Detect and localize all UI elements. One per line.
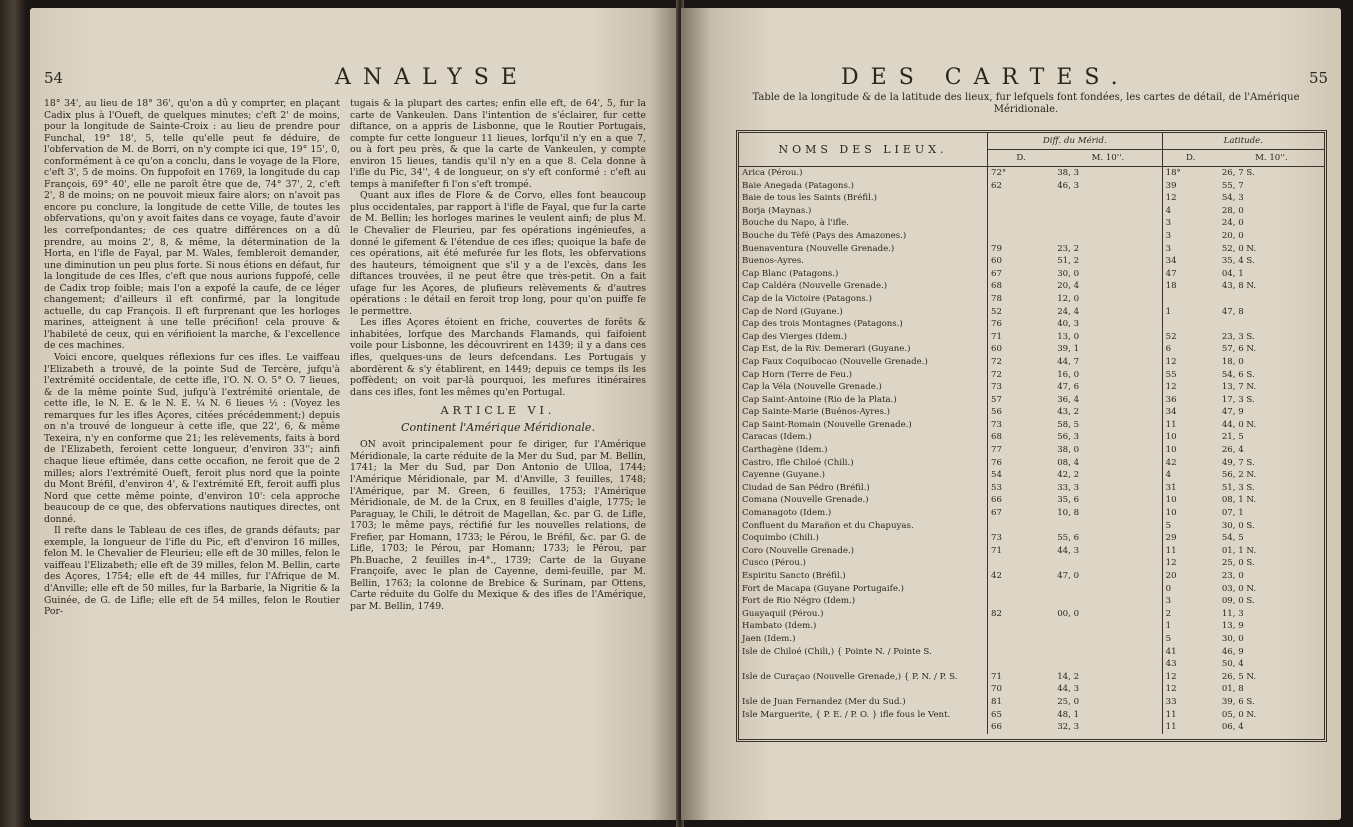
place-name: Cap la Véla (Nouvelle Grenade.): [742, 382, 882, 393]
header-minutes: M. 10''.: [1054, 150, 1162, 167]
diff-minutes: [1054, 583, 1162, 596]
lat-degrees: 6: [1162, 343, 1219, 356]
lat-minutes: 04, 1: [1221, 268, 1244, 279]
lat-degrees: 11: [1162, 419, 1219, 432]
table-row: [739, 394, 1324, 407]
diff-degrees: [988, 230, 1055, 243]
header-latitude: Latitude.: [1162, 133, 1324, 150]
diff-degrees: 56: [988, 406, 1055, 419]
lat-degrees: 4: [1162, 469, 1219, 482]
diff-degrees: 77: [988, 444, 1055, 457]
table-body: [739, 167, 1324, 734]
place-name: Bouche du Tèfé (Pays des Amazones.): [742, 230, 907, 241]
place-name: Guayaquil (Pérou.): [742, 608, 824, 619]
header-minutes: M. 10''.: [1219, 150, 1324, 167]
diff-minutes: 14, 2: [1057, 671, 1080, 682]
table-row: [739, 620, 1324, 633]
place-name: Isle Marguerite, { P. E. / P. O. } ifle fous le Vent.: [742, 709, 951, 720]
lat-degrees: [1162, 293, 1219, 306]
place-name: Hambato (Idem.): [742, 621, 817, 632]
place-name: Ciudad de San Pédro (Bréfil.): [742, 482, 870, 493]
place-name: Carthagène (Idem.): [742, 445, 828, 456]
diff-minutes: 35, 6: [1057, 495, 1080, 506]
diff-degrees: [988, 646, 1055, 659]
header-degrees: D.: [988, 150, 1055, 167]
diff-degrees: 65: [988, 709, 1055, 722]
lat-minutes: 21, 5: [1221, 432, 1244, 443]
place-name: Caracas (Idem.): [742, 432, 812, 443]
place-name: Castro, Ifle Chiloé (Chili.): [742, 457, 854, 468]
table-row: [739, 520, 1324, 533]
table-row: [739, 381, 1324, 394]
lat-minutes: 47, 8: [1221, 306, 1244, 317]
table-row: [739, 180, 1324, 193]
diff-minutes: 24, 4: [1057, 306, 1080, 317]
diff-degrees: 71: [988, 671, 1055, 684]
paragraph: Voici encore, quelques réflexions fur ces ifles. Le vaiffeau l'Elizabeth a trouvé, de la pointe Sud de Tercère, jufqu'à l'extrémité occidentale, de cette ifle, l'O. N. O. 5° O. 7 lieues, & de la même pointe Sud, jufqu'à l'extrémité orientale, de cette ifle, le N. E. & le N. E. ¼ N. 6 lieues ½ : (Voyez les remarques fur les ifles Açores, citées précédemment;) depuis on n'a trouvé de longueur à cette ifle, que 22', 6, & même Texeira, n'y en conforme que 21; les relèvements, faits à bord de l'Elizabeth, feroient cette longueur, d'environ 33''; ainfi chaque lieue eftimée, dans cette occafion, ne feroit que de 2 milles; alors l'extrémité Oueft, feroit plus nord que la pointe du Mont Bréfil, d'environ 4', & l'extrémité Eft, feroit auffi plus Nord que cette même pointe, d'environ 10': cela approche beaucoup de ce que, des obfervations nautiques directes, ont donné.: [44, 352, 340, 525]
diff-minutes: 43, 2: [1057, 407, 1080, 418]
lat-minutes: 23, 0: [1221, 571, 1244, 581]
table-row: [739, 658, 1324, 671]
page-number-left: 54: [44, 69, 64, 87]
place-name: Comanagoto (Idem.): [742, 508, 832, 519]
place-name: Isle de Chiloé (Chili,) { Pointe N. / Pointe S.: [742, 646, 932, 657]
lat-degrees: 3: [1162, 243, 1219, 256]
place-name: Isle de Juan Fernandez (Mer du Sud.): [742, 696, 906, 707]
lat-minutes: 43, 8 N.: [1221, 281, 1257, 292]
diff-minutes: 47, 6: [1057, 382, 1080, 393]
lat-degrees: 12: [1162, 381, 1219, 394]
diff-minutes: [1054, 217, 1162, 230]
lat-minutes: 26, 7 S.: [1221, 168, 1255, 178]
table-row: [739, 494, 1324, 507]
diff-degrees: 60: [988, 343, 1055, 356]
diff-minutes: [1054, 633, 1162, 646]
diff-minutes: 38, 3: [1057, 168, 1080, 178]
diff-degrees: 70: [988, 683, 1055, 696]
diff-degrees: [988, 595, 1055, 608]
table-row: [739, 646, 1324, 659]
lat-minutes: [1219, 293, 1324, 306]
lat-degrees: 2: [1162, 608, 1219, 621]
left-page: [30, 8, 678, 820]
table-row: [739, 356, 1324, 369]
lat-degrees: [1162, 318, 1219, 331]
table-row: [739, 230, 1324, 243]
lat-degrees: 5: [1162, 520, 1219, 533]
table-row: [739, 683, 1324, 696]
diff-minutes: 08, 4: [1057, 457, 1080, 468]
diff-degrees: 68: [988, 431, 1055, 444]
lat-minutes: 47, 9: [1221, 407, 1244, 418]
lat-minutes: 56, 2 N.: [1221, 470, 1257, 481]
diff-minutes: 12, 0: [1057, 293, 1080, 304]
diff-degrees: 73: [988, 381, 1055, 394]
diff-minutes: [1054, 557, 1162, 570]
page-number-right: 55: [1309, 69, 1329, 87]
diff-degrees: 68: [988, 280, 1055, 293]
diff-minutes: 38, 0: [1057, 445, 1080, 456]
place-name: Jaen (Idem.): [742, 633, 796, 644]
place-name: Comana (Nouvelle Grenade.): [742, 495, 869, 506]
table-row: [739, 482, 1324, 495]
lat-degrees: 29: [1162, 532, 1219, 545]
paragraph: tugais & la plupart des cartes; enfin elle eft, de 64', 5, fur la carte de Vankeulen. Dans l'intention de s'éclairer, fur cette diftance, on a appris de Lisbonne, que le Routier Portugais, compte fur cette longueur 11 lieues, lorfqu'il n'y en a que 7, ou à fort peu près, & que la carte de Vankeulen, y compte environ 15 lieues, tandis qu'il n'y en a que 8. Cela donne à l'ifle du Pic, 34'', 4 de longueur, on s'y eft conformé : c'eft au temps à manifefter fi l'on s'eft trompé.: [350, 98, 646, 190]
place-name: Cap de la Victoire (Patagons.): [742, 293, 872, 304]
lat-minutes: 52, 0 N.: [1221, 243, 1257, 254]
left-column-2: [350, 98, 646, 613]
diff-degrees: 62: [988, 180, 1055, 193]
place-name: Fort de Rio Négro (Idem.): [742, 596, 856, 607]
lat-degrees: 42: [1162, 457, 1219, 470]
lat-minutes: 46, 9: [1221, 646, 1244, 657]
lat-minutes: 57, 6 N.: [1221, 344, 1257, 355]
place-name: Cap de Nord (Guyane.): [742, 306, 843, 317]
place-name: Arica (Pérou.): [742, 168, 803, 178]
paragraph: Les ifles Açores étoient en friche, couvertes de forêts & inhabitées, lorfque des Marchands Flamands, qui faifoient voile pour Lisbonne, les découvrirent en 1439; il y a dans ces ifles, quelques-uns de leurs defcendans. Les Portugais y abordèrent & s'y établirent, en 1449; depuis ce temps ils les poffèdent; on voit par-là pourquoi, les mefures itinéraires dans ces ifles, font les mêmes qu'en Portugal.: [350, 317, 646, 398]
table-row: [739, 532, 1324, 545]
diff-degrees: 73: [988, 419, 1055, 432]
table-row: [739, 444, 1324, 457]
header-degrees: D.: [1162, 150, 1219, 167]
place-name: Cap Saint-Antoine (Rio de la Plata.): [742, 394, 897, 405]
table-row: [739, 280, 1324, 293]
diff-degrees: 71: [988, 331, 1055, 344]
lat-minutes: 01, 8: [1221, 684, 1244, 695]
diff-minutes: 55, 6: [1057, 533, 1080, 544]
diff-degrees: 60: [988, 255, 1055, 268]
place-name: Cap Faux Coquibocao (Nouvelle Grenade.): [742, 356, 928, 367]
diff-degrees: 82: [988, 608, 1055, 621]
diff-minutes: 58, 5: [1057, 419, 1080, 430]
place-name: Coquimbo (Chili.): [742, 533, 819, 544]
place-name: Cap Est, de la Riv. Demerari (Guyane.): [742, 344, 911, 355]
right-page: [681, 8, 1341, 820]
table-row: [739, 608, 1324, 621]
diff-degrees: [988, 620, 1055, 633]
place-name: Baie Anegada (Patagons.): [742, 180, 854, 191]
diff-minutes: 40, 3: [1057, 319, 1080, 330]
lat-degrees: 10: [1162, 431, 1219, 444]
table-row: [739, 306, 1324, 319]
place-name: [739, 658, 988, 671]
diff-minutes: 00, 0: [1057, 608, 1080, 619]
table-row: [739, 507, 1324, 520]
lat-minutes: 06, 4: [1221, 722, 1244, 733]
diff-degrees: 67: [988, 507, 1055, 520]
lat-minutes: 30, 0: [1221, 633, 1244, 644]
table-row: [739, 570, 1324, 583]
diff-minutes: 44, 7: [1057, 356, 1080, 367]
table-row: [739, 457, 1324, 470]
lat-degrees: 18: [1162, 280, 1219, 293]
diff-minutes: 47, 0: [1057, 571, 1080, 581]
diff-minutes: 16, 0: [1057, 369, 1080, 380]
diff-degrees: [988, 192, 1055, 205]
lat-minutes: 49, 7 S.: [1221, 457, 1255, 468]
lat-degrees: 10: [1162, 494, 1219, 507]
place-name: Isle de Curaçao (Nouvelle Grenade,) { P. N. / P. S.: [742, 671, 958, 682]
lat-degrees: 34: [1162, 255, 1219, 268]
table-row: [739, 557, 1324, 570]
lat-minutes: 11, 3: [1221, 608, 1244, 619]
diff-minutes: 33, 3: [1057, 482, 1080, 493]
place-name: Cap Horn (Terre de Feu.): [742, 369, 853, 380]
place-name: Fort de Macapa (Guyane Portugaife.): [742, 583, 905, 594]
place-name: Cayenne (Guyane.): [742, 470, 825, 481]
lat-minutes: 51, 3 S.: [1221, 482, 1255, 493]
paragraph: Il refte dans le Tableau de ces ifles, de grands défauts; par exemple, la longueur de l'ifle du Pic, eft d'environ 16 milles, felon M. le Chevalier de Fleurieu; elle eft de 30 milles, felon le vaiffeau l'Elizabeth; elle eft de 39 milles, felon M. Bellin, carte des Açores, 1754; elle eft de 44 milles, fur l'Afrique de M. d'Anville; elle eft de 50 milles, fur la Barbarie, la Nigritie & la Guinée, de G. de Lifle; elle eft de 54 milles, felon le Routier Por-: [44, 525, 340, 618]
lat-minutes: 23, 3 S.: [1221, 331, 1255, 342]
diff-minutes: [1054, 230, 1162, 243]
table-row: [739, 583, 1324, 596]
diff-degrees: [988, 658, 1055, 671]
diff-degrees: 72: [988, 356, 1055, 369]
diff-minutes: 42, 2: [1057, 470, 1080, 481]
lat-degrees: 41: [1162, 646, 1219, 659]
table-row: [739, 268, 1324, 281]
place-name: Espiritu Sancto (Bréfil.): [742, 571, 846, 581]
diff-minutes: 20, 4: [1057, 281, 1080, 292]
diff-degrees: 52: [988, 306, 1055, 319]
article-heading: ARTICLE VI.: [440, 404, 556, 418]
table-row: [739, 633, 1324, 646]
table-row: [739, 431, 1324, 444]
lat-degrees: 20: [1162, 570, 1219, 583]
diff-degrees: [988, 217, 1055, 230]
table-row: [739, 318, 1324, 331]
place-name: Cap Caldéra (Nouvelle Grenade.): [742, 281, 888, 292]
lat-minutes: 01, 1 N.: [1221, 545, 1257, 556]
diff-minutes: 25, 0: [1057, 696, 1080, 707]
lat-degrees: 11: [1162, 709, 1219, 722]
diff-minutes: [1054, 192, 1162, 205]
table-row: [739, 243, 1324, 256]
table-row: [739, 293, 1324, 306]
lat-minutes: 55, 7: [1221, 180, 1244, 191]
lat-degrees: 12: [1162, 356, 1219, 369]
diff-degrees: [988, 205, 1055, 218]
place-name: Cap Blanc (Patagons.): [742, 268, 839, 279]
lat-degrees: 36: [1162, 394, 1219, 407]
diff-minutes: 56, 3: [1057, 432, 1080, 443]
lat-degrees: 52: [1162, 331, 1219, 344]
place-name: Borja (Maynas.): [742, 205, 812, 216]
lat-degrees: 31: [1162, 482, 1219, 495]
diff-minutes: 39, 1: [1057, 344, 1080, 355]
lat-degrees: 1: [1162, 306, 1219, 319]
table-row: [739, 709, 1324, 722]
lat-degrees: 55: [1162, 369, 1219, 382]
diff-minutes: 44, 3: [1057, 684, 1080, 695]
lat-degrees: 4: [1162, 205, 1219, 218]
place-name: Buenaventura (Nouvelle Grenade.): [742, 243, 895, 254]
lat-minutes: 50, 4: [1221, 659, 1244, 670]
diff-degrees: 73: [988, 532, 1055, 545]
paragraph: ON avoit principalement pour fe diriger, fur l'Amérique Méridionale, la carte réduite de la Mer du Sud, par M. Bellin, 1741; la Mer du Sud, par Don Antonio de Ulloa, 1744; l'Amérique Méridionale, par M. d'Anville, 3 feuilles, 1748; l'Amérique, par M. Green, 6 feuilles, 1753; l'Amérique Méridionale, de M. de la Crux, en 8 feuilles d'aigle, 1775; le Paraguay, le Chili, le détroit de Magellan, &c. par G. de Lifle, 1703; le même pays, réctifié fur les nouvelles relations, de Frefier, par Homann, 1733; le Pérou, le Bréfil, &c. par G. de Lifle, 1703; le Pérou, par Homann; 1733; le Pérou, par Ph.Buache, 2 feuilles in-4°., 1739; Carte de la Guyane Françoife, avec le plan de Cayenne, demi-feuille, par M. Bellin, 1763; la colonne de Brebice & Surinam, par Ottens, Carte réduite du Golfe du Mexique & des ifles de l'Amérique, par M. Bellin, 1749.: [350, 439, 646, 612]
table-row: [739, 205, 1324, 218]
lat-degrees: 12: [1162, 557, 1219, 570]
diff-minutes: 36, 4: [1057, 394, 1080, 405]
diff-degrees: 42: [988, 570, 1055, 583]
diff-minutes: [1054, 620, 1162, 633]
lat-degrees: 3: [1162, 217, 1219, 230]
diff-minutes: 23, 2: [1057, 243, 1080, 254]
diff-minutes: 51, 2: [1057, 256, 1080, 267]
lat-degrees: 1: [1162, 620, 1219, 633]
diff-minutes: 30, 0: [1057, 268, 1080, 279]
lat-degrees: 12: [1162, 671, 1219, 684]
diff-minutes: [1054, 658, 1162, 671]
table-row: [739, 419, 1324, 432]
lat-minutes: 54, 5: [1221, 533, 1244, 544]
lat-minutes: 17, 3 S.: [1221, 394, 1255, 405]
diff-degrees: 67: [988, 268, 1055, 281]
lat-minutes: 13, 7 N.: [1221, 382, 1257, 393]
place-name: Cusco (Pérou.): [742, 558, 806, 569]
place-name: Cap Sainte-Marie (Buénos-Ayres.): [742, 407, 890, 418]
place-name: Confluent du Marañon et du Chapuyas.: [742, 520, 914, 531]
diff-degrees: 76: [988, 457, 1055, 470]
running-head-left: ANALYSE: [335, 65, 529, 90]
article-subtitle: Continent l'Amérique Méridionale.: [401, 420, 595, 434]
place-name: Buenos-Ayres.: [742, 256, 805, 267]
lat-minutes: 20, 0: [1221, 230, 1244, 241]
lat-degrees: 5: [1162, 633, 1219, 646]
diff-degrees: 72°: [988, 167, 1055, 180]
diff-degrees: [988, 633, 1055, 646]
lat-minutes: 28, 0: [1221, 205, 1244, 216]
diff-degrees: 53: [988, 482, 1055, 495]
diff-minutes: [1054, 595, 1162, 608]
lat-degrees: 47: [1162, 268, 1219, 281]
lat-degrees: 11: [1162, 721, 1219, 734]
table-row: [739, 671, 1324, 684]
diff-degrees: 66: [988, 721, 1055, 734]
table-caption: Table de la longitude & de la latitude des lieux, fur lefquels font fondées, les cartes de détail, de l'Amérique Méridionale.: [752, 92, 1300, 115]
diff-degrees: 66: [988, 494, 1055, 507]
table-row: [739, 406, 1324, 419]
diff-degrees: 57: [988, 394, 1055, 407]
table-row: [739, 331, 1324, 344]
lat-degrees: 11: [1162, 545, 1219, 558]
place-name: Baie de tous les Saints (Bréfil.): [742, 193, 877, 204]
diff-degrees: 81: [988, 696, 1055, 709]
place-name: Cap des trois Montagnes (Patagons.): [742, 319, 903, 330]
lat-degrees: 39: [1162, 180, 1219, 193]
lat-minutes: 18, 0: [1221, 356, 1244, 367]
place-name: [739, 721, 988, 734]
lat-minutes: 25, 0 S.: [1221, 558, 1255, 569]
place-name: Bouche du Napo, à l'ifle.: [742, 218, 850, 229]
lat-degrees: 0: [1162, 583, 1219, 596]
place-name: [739, 683, 988, 696]
diff-minutes: [1054, 205, 1162, 218]
table-row: [739, 696, 1324, 709]
lat-degrees: 34: [1162, 406, 1219, 419]
diff-degrees: 72: [988, 369, 1055, 382]
diff-minutes: [1054, 520, 1162, 533]
place-name: Cap Saint-Romain (Nouvelle Grenade.): [742, 419, 912, 430]
running-head-right: DES CARTES.: [841, 65, 1130, 90]
table-row: [739, 192, 1324, 205]
left-column-1: [44, 98, 340, 618]
place-name: Cap des Vierges (Idem.): [742, 331, 847, 342]
diff-degrees: 76: [988, 318, 1055, 331]
diff-degrees: [988, 520, 1055, 533]
lat-minutes: 30, 0 S.: [1221, 520, 1255, 531]
lat-degrees: 33: [1162, 696, 1219, 709]
lat-minutes: 44, 0 N.: [1221, 419, 1257, 430]
diff-degrees: [988, 557, 1055, 570]
diff-degrees: 79: [988, 243, 1055, 256]
diff-minutes: 46, 3: [1057, 180, 1080, 191]
lat-minutes: 39, 6 S.: [1221, 696, 1255, 707]
header-names: NOMS DES LIEUX.: [739, 133, 988, 167]
table-row: [739, 255, 1324, 268]
diff-minutes: [1054, 646, 1162, 659]
diff-minutes: 10, 8: [1057, 508, 1080, 519]
table-row: [739, 595, 1324, 608]
lat-minutes: 08, 1 N.: [1221, 495, 1257, 506]
table-row: [739, 545, 1324, 558]
lat-minutes: 13, 9: [1221, 621, 1244, 632]
diff-minutes: 48, 1: [1057, 709, 1080, 720]
lat-degrees: 18°: [1162, 167, 1219, 180]
diff-minutes: 13, 0: [1057, 331, 1080, 342]
paragraph: 18° 34', au lieu de 18° 36', qu'on a dû y comprter, en plaçant Cadix plus à l'Oueft, de quelques minutes; c'eft 2' de moins, pour la longitude de Sainte-Croix : au lieu de prendre pour Funchal, 19° 18', 5, telle qu'elle peut fe déduire, de l'obfervation de M. de Borri, on n'y compte ici que, 19° 15', 0, conformément à ce qu'on a conclu, dans le voyage de la Flore, c'eft 3', 5 de moins. On fuppofoit en 1769, la longitude du cap François, 69° 40', elle ne paroît être que de, 74° 37', 2, c'eft 2', 8 de moins; on ne pouvoit mieux faire alors; on n'avoit pas encore pu conclure, la longitude de cette Ville, de toutes les obfervations, qu'on y avoit faites dans ce voyage, faute d'avoir les correfpondantes; de ces quatre différences on a dû prendre, au moins 2', 8, & même, la détermination de la Horta, en l'ifle de Fayal, par M. Wales, fembleroit demander, une diminution un peu plus forte. Si nous étions en défaut, fur la longitude de ces Ifles, c'eft que nous aurions fuppofé, celle de Cadix trop foible; mais l'on a expofé la caufe, de ce léger changement; d'ailleurs il eft confirmé, par la longitude actuelle, du cap François. Il eft furprenant que les horloges marines, atteignent à une telle précifion! cela prouve & l'habileté de ceux, qui en vérifioient la marche, & l'excellence de ces machines.: [44, 98, 340, 352]
table-row: [739, 469, 1324, 482]
lat-minutes: 26, 5 N.: [1221, 671, 1257, 682]
lat-degrees: 43: [1162, 658, 1219, 671]
lat-degrees: 12: [1162, 683, 1219, 696]
lat-minutes: 54, 3: [1221, 193, 1244, 204]
table-row: [739, 217, 1324, 230]
lat-degrees: 10: [1162, 444, 1219, 457]
lat-degrees: 3: [1162, 595, 1219, 608]
table-row: [739, 167, 1324, 180]
lat-minutes: 35, 4 S.: [1221, 256, 1255, 267]
lat-minutes: 03, 0 N.: [1221, 583, 1257, 594]
lat-minutes: [1219, 318, 1324, 331]
diff-degrees: 54: [988, 469, 1055, 482]
lat-minutes: 54, 6 S.: [1221, 369, 1255, 380]
header-diff-meridian: Diff. du Mérid.: [988, 133, 1163, 150]
lat-minutes: 26, 4: [1221, 445, 1244, 456]
diff-degrees: [988, 583, 1055, 596]
lat-minutes: 24, 0: [1221, 218, 1244, 229]
table-row: [739, 343, 1324, 356]
lat-degrees: 12: [1162, 192, 1219, 205]
place-name: Coro (Nouvelle Grenade.): [742, 545, 854, 556]
table-row: [739, 721, 1324, 734]
lat-minutes: 07, 1: [1221, 508, 1244, 519]
lat-minutes: 05, 0 N.: [1221, 709, 1257, 720]
lat-minutes: 09, 0 S.: [1221, 596, 1255, 607]
lat-degrees: 10: [1162, 507, 1219, 520]
diff-degrees: 78: [988, 293, 1055, 306]
diff-minutes: 32, 3: [1057, 722, 1080, 733]
table-row: [739, 369, 1324, 382]
lat-degrees: 3: [1162, 230, 1219, 243]
paragraph: Quant aux ifles de Flore & de Corvo, elles font beaucoup plus occidentales, par rapport à l'ifle de Fayal, que fur la carte de M. Bellin; les horloges marines le veulent ainfi; de plus M. le Chevalier de Fleurieu, par fes opérations ingénieufes, a donné le gifement & l'étendue de ces ifles; quoique la bafe de ces opérations, ait été mefurée fur les flots, les obfervations des hauteurs, témoignent que s'il y a de l'excès, dans les diftances trouvées, il ne peut être que très-petit. On a fait ufage fur les Açores, de plufieurs relèvements & d'autres opérations : le détail en feroit trop long, pour qu'on puiffe fe le permettre.: [350, 190, 646, 317]
diff-degrees: 71: [988, 545, 1055, 558]
diff-minutes: 44, 3: [1057, 545, 1080, 556]
coordinates-table: [736, 130, 1327, 742]
